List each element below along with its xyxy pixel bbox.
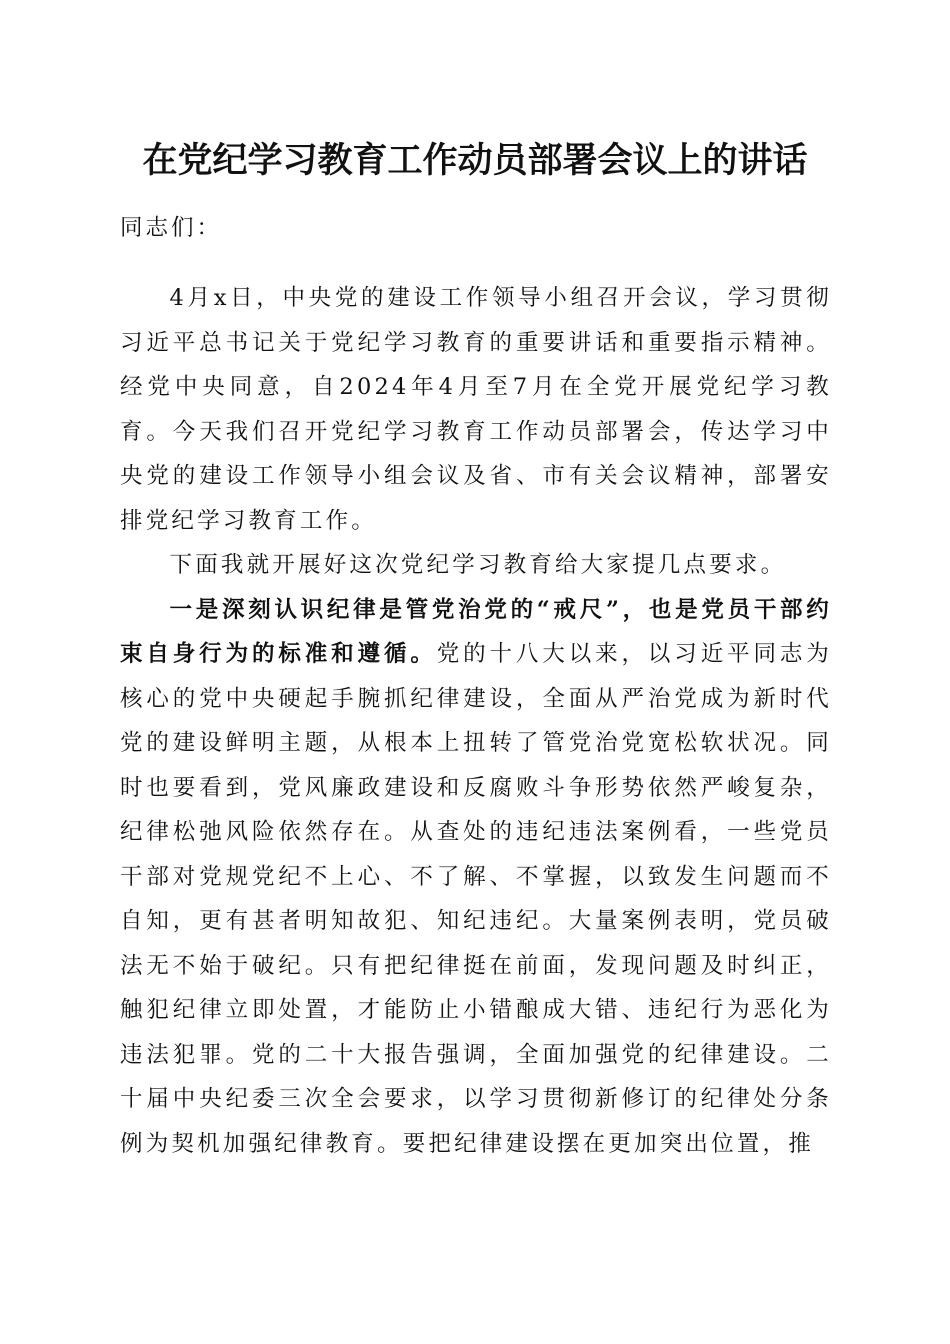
paragraph-1-text: 4月x日，中央党的建设工作领导小组召开会议，学习贯彻习近平总书记关于党纪学习教育的重要讲话和重要指示精神。经党中央同意，自2024年4月至7月在全党开展党纪学习教育。今天我们召开党纪学习教育工作动员部署会，传达学习中央党的建设工作领导小组会议及省、市有关会议精神，部署安排党纪学习教育工作。: [120, 285, 832, 534]
document-title: 在党纪学习教育工作动员部署会议上的讲话: [142, 140, 808, 181]
paragraph-3: [120, 588, 832, 1167]
document-body: [120, 276, 832, 1166]
salutation: 同志们：: [120, 215, 223, 241]
paragraph-3-text: 党的十八大以来，以习近平同志为核心的党中央硬起手腕抓纪律建设，全面从严治党成为新时代党的建设鲜明主题，从根本上扭转了管党治党宽松软状况。同时也要看到，党风廉政建设和反腐败斗争形势依然严峻复杂，纪律松弛风险依然存在。从查处的违纪违法案例看，一些党员干部对党规党纪不上心、不了解、不掌握，以致发生问题而不自知，更有甚者明知故犯、知纪违纪。大量案例表明，党员破法无不始于破纪。只有把纪律挺在前面，发现问题及时纠正，触犯纪律立即处置，才能防止小错酿成大错、违纪行为恶化为违法犯罪。党的二十大报告强调，全面加强党的纪律建设。二十届中央纪委三次全会要求，以学习贯彻新修订的纪律处分条例为契机加强纪律教育。要把纪律建设摆在更加突出位置，推: [120, 641, 832, 1157]
paragraph-3-lead: 一是深刻认识纪律是管党治党的“戒尺”，也是党员干部约束自身行为的标准和遵循。: [120, 596, 832, 667]
paragraph-2: [120, 543, 832, 588]
paragraph-1: [120, 276, 832, 543]
paragraph-2-text: 下面我就开展好这次党纪学习教育给大家提几点要求。: [169, 552, 787, 578]
